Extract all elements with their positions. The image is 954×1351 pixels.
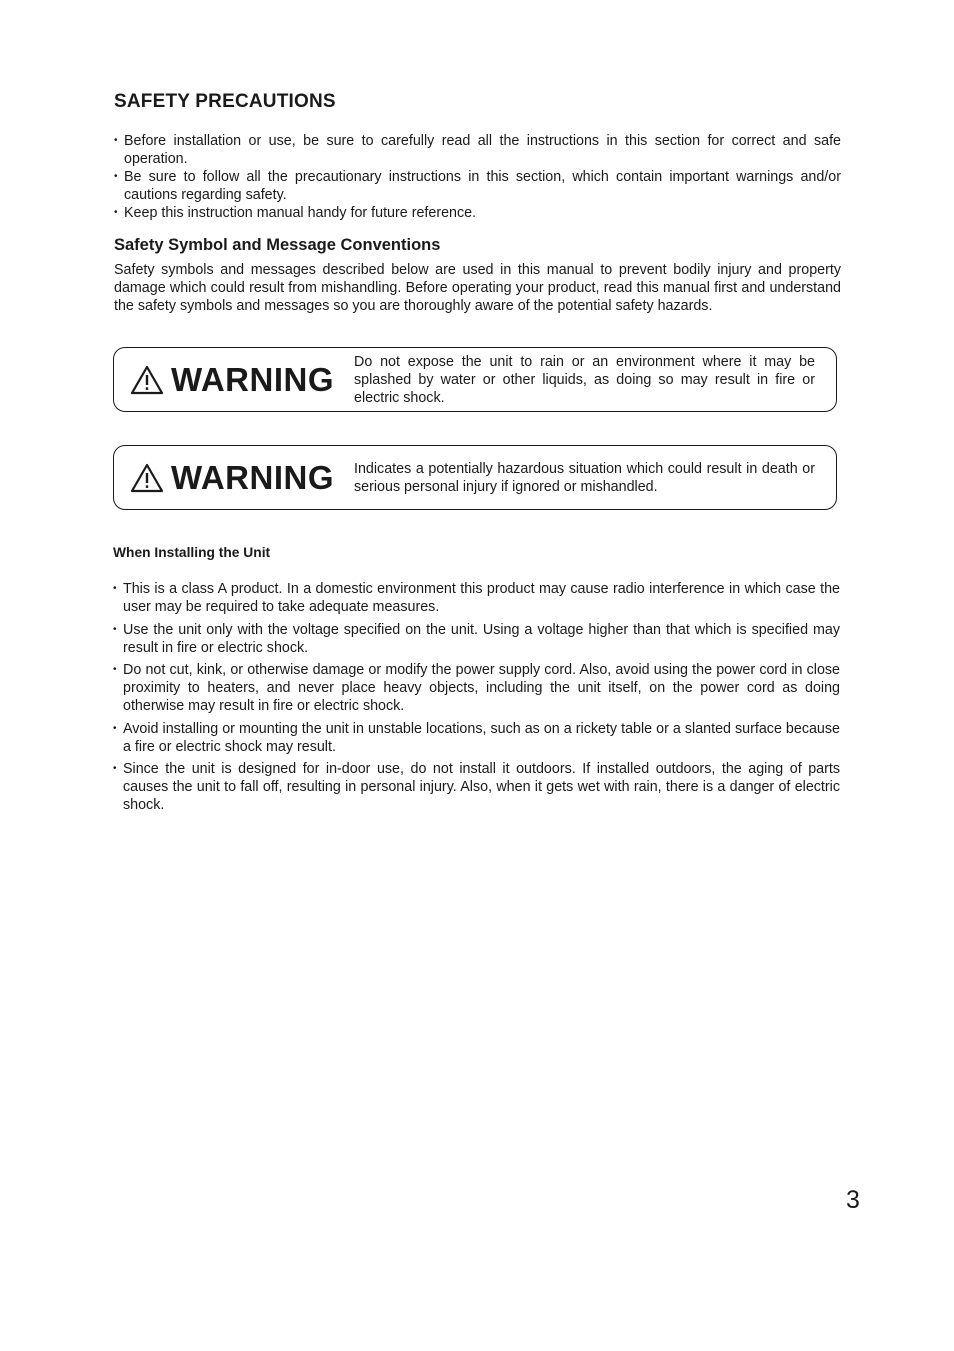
warning-triangle-icon <box>130 365 164 395</box>
installing-bullet: • Since the unit is designed for in-door use, do not install it outdoors. If installed outdoors, the aging of parts causes the unit to fall off, resulting in personal injury. Also, when it gets wet with rain, there is a danger of electric shock. <box>113 760 840 814</box>
installing-bullet: • Do not cut, kink, or otherwise damage or modify the power supply cord. Also, avoid using the power cord in close proximity to heaters, and never place heavy objects, including the unit itself, on the power cord as doing otherwise may result in fire or electric shock. <box>113 661 840 715</box>
intro-bullet-list <box>114 132 841 222</box>
section-title: SAFETY PRECAUTIONS <box>114 91 336 112</box>
warning-message-text: Indicates a potentially hazardous situation which could result in death or serious personal injury if ignored or mishandled. <box>354 460 815 495</box>
warning-message <box>354 446 815 509</box>
warning-message-text: Do not expose the unit to rain or an environment where it may be splashed by water or other liquids, as doing so may result in fire or electric shock. <box>354 353 815 406</box>
warning-message <box>354 348 815 411</box>
warning-box <box>113 347 837 412</box>
warning-word: WARNING <box>171 459 334 496</box>
warning-box <box>113 445 837 510</box>
installing-bullet: • Use the unit only with the voltage specified on the unit. Using a voltage higher than that which is specified may result in fire or electric shock. <box>113 621 840 657</box>
warning-word: WARNING <box>171 361 334 398</box>
intro-bullet: • Be sure to follow all the precautionary instructions in this section, which contain important warnings and/or cautions regarding safety. <box>114 168 841 204</box>
installing-bullet: • This is a class A product. In a domestic environment this product may cause radio interference in which case the user may be required to take adequate measures. <box>113 580 840 616</box>
warning-triangle-icon <box>130 463 164 493</box>
conventions-text: Safety symbols and messages described below are used in this manual to prevent bodily injury and property damage which could result from mishandling. Before operating your product, read this manual first and understand the safety symbols and messages so you are thoroughly aware of the potential safety hazards. <box>114 262 841 314</box>
conventions-title: Safety Symbol and Message Conventions <box>114 236 441 254</box>
warning-label <box>130 348 334 411</box>
intro-bullet: • Before installation or use, be sure to carefully read all the instructions in this section for correct and safe operation. <box>114 132 841 168</box>
intro-bullet: • Keep this instruction manual handy for future reference. <box>114 204 841 222</box>
installing-title: When Installing the Unit <box>113 545 271 560</box>
installing-bullet: • Avoid installing or mounting the unit in unstable locations, such as on a rickety table or a slanted surface because a fire or electric shock may result. <box>113 720 840 756</box>
installing-bullet-list <box>113 580 840 819</box>
warning-label <box>130 446 334 509</box>
page-number: 3 <box>846 1186 860 1214</box>
